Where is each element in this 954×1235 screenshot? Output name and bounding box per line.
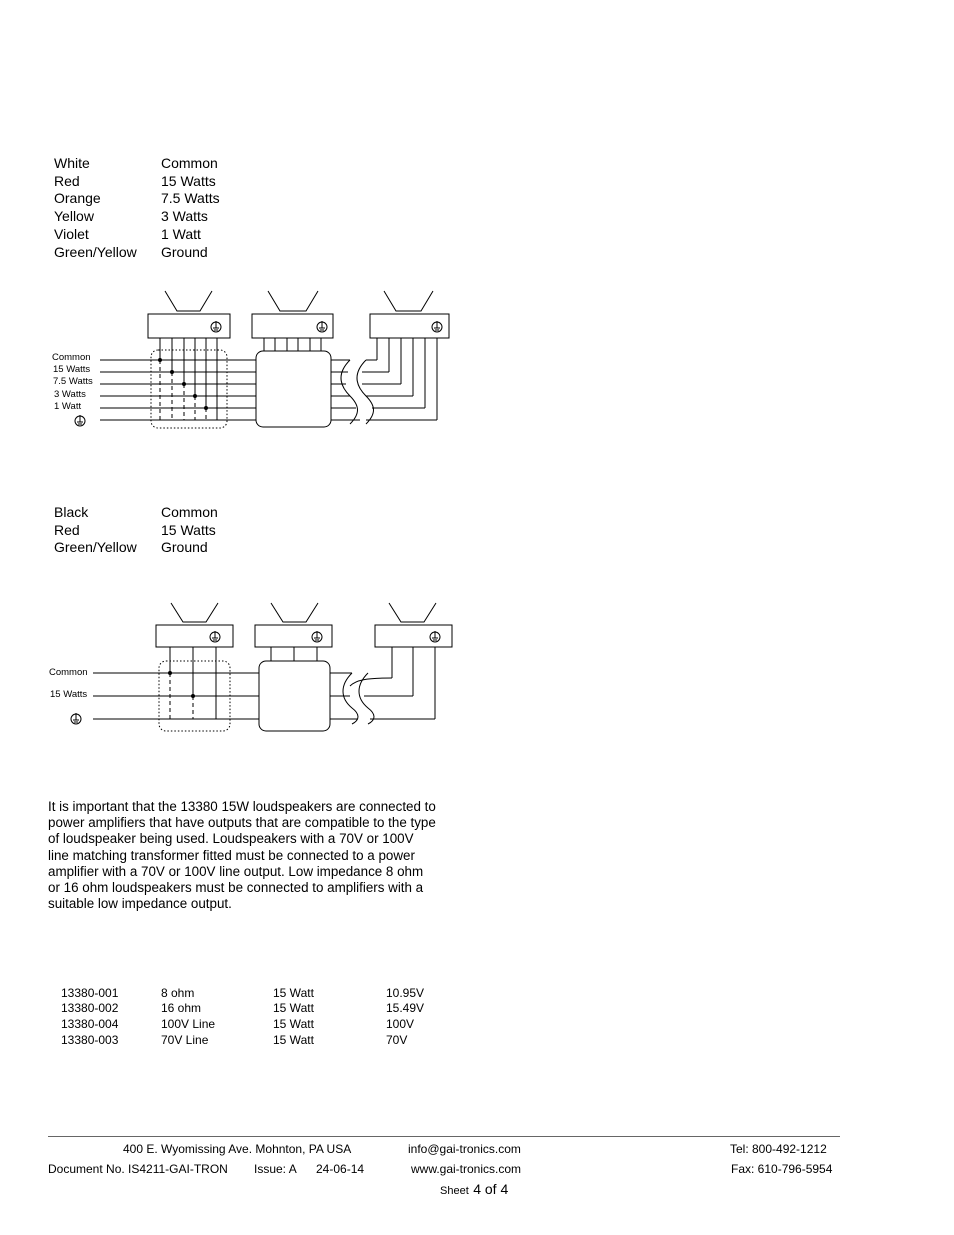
footer-address: 400 E. Wyomissing Ave. Mohnton, PA USA xyxy=(123,1142,352,1156)
spec-cell: 100V Line xyxy=(161,1017,216,1031)
earth-ground-icon xyxy=(71,713,81,724)
spec-cell: 16 ohm xyxy=(161,1001,202,1015)
footer-fax: Fax: 610-796-5954 xyxy=(731,1162,833,1176)
earth-ground-icon xyxy=(430,631,440,642)
wire-function: 15 Watts xyxy=(161,173,216,189)
spec-cell: 15.49V xyxy=(386,1001,425,1015)
footer-email[interactable]: info@gai-tronics.com xyxy=(408,1142,521,1156)
loudspeaker-icon xyxy=(156,603,233,647)
line-label: 15 Watts xyxy=(50,689,88,700)
spec-cell: 15 Watt xyxy=(273,1017,314,1031)
wire-color: Green/Yellow xyxy=(54,539,137,555)
footer-issue: Issue: A xyxy=(254,1162,297,1176)
spec-cell: 10.95V xyxy=(386,986,425,1000)
wire-function: 7.5 Watts xyxy=(161,190,220,206)
earth-ground-icon xyxy=(210,631,220,642)
footer-sheet xyxy=(440,1181,508,1199)
spec-cell: 13380-003 xyxy=(61,1033,119,1047)
wire-function: 15 Watts xyxy=(161,522,216,538)
wire-function: 3 Watts xyxy=(161,208,208,224)
spec-cell: 15 Watt xyxy=(273,986,314,1000)
wire-function: Ground xyxy=(161,244,208,260)
wire-function: Ground xyxy=(161,539,208,555)
compatibility-note: It is important that the 13380 15W loudspeakers are connected to power amplifiers that have outputs that are compatible to the type of loudspeaker being used. Loudspeakers with a 70V or 100V line matching transformer fitted must be connected to a power amplifier with a 70V or 100V line output. Low impedance 8 ohm or 16 ohm loudspeakers must be connected to amplifiers with a suitable low impedance output. xyxy=(48,799,436,912)
wire-color: Black xyxy=(54,504,89,520)
bus-lines xyxy=(93,673,358,719)
footer-website[interactable]: www.gai-tronics.com xyxy=(411,1162,522,1176)
line-label: 7.5 Watts xyxy=(53,376,93,387)
line-label: 15 Watts xyxy=(53,364,91,375)
line-label: Common xyxy=(49,667,88,678)
line-label: 3 Watts xyxy=(54,389,86,400)
speaker-3-leads xyxy=(350,647,435,719)
spec-cell: 13380-001 xyxy=(61,986,119,1000)
spec-cell: 100V xyxy=(386,1017,415,1031)
spec-cell: 13380-002 xyxy=(61,1001,119,1015)
spec-cell: 15 Watt xyxy=(273,1033,314,1047)
speaker-2-leads xyxy=(271,647,317,661)
wire-function: Common xyxy=(161,504,218,520)
footer-tel: Tel: 800-492-1212 xyxy=(730,1142,827,1156)
junction-box xyxy=(259,661,330,731)
spec-cell: 70V xyxy=(386,1033,408,1047)
footer-divider xyxy=(48,1136,840,1137)
line-label: Common xyxy=(52,352,91,363)
spec-cell: 15 Watt xyxy=(273,1001,314,1015)
wire-color: Orange xyxy=(54,190,101,206)
spec-cell: 70V Line xyxy=(161,1033,209,1047)
footer-date: 24-06-14 xyxy=(316,1162,365,1176)
wire-color: White xyxy=(54,155,90,171)
footer-document-number: Document No. IS4211-GAI-TRON xyxy=(48,1162,228,1176)
spec-cell: 13380-004 xyxy=(61,1017,119,1031)
sheet-word: Sheet xyxy=(440,1185,469,1197)
sheet-number: 4 of 4 xyxy=(473,1181,509,1197)
wire-color: Red xyxy=(54,522,80,538)
loudspeaker-icon xyxy=(255,603,332,647)
earth-ground-icon xyxy=(312,631,322,642)
speaker-1-leads xyxy=(169,647,217,719)
loudspeaker-icon xyxy=(375,603,452,647)
spec-cell: 8 ohm xyxy=(161,986,195,1000)
wire-color: Yellow xyxy=(54,208,94,224)
wire-color: Violet xyxy=(54,226,89,242)
line-label: 1 Watt xyxy=(54,401,82,412)
wire-function: 1 Watt xyxy=(161,226,201,242)
wire-color: Green/Yellow xyxy=(54,244,137,260)
wire-function: Common xyxy=(161,155,218,171)
wire-color: Red xyxy=(54,173,80,189)
